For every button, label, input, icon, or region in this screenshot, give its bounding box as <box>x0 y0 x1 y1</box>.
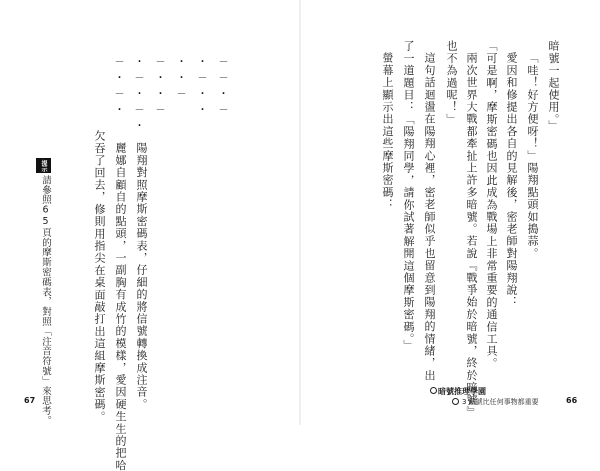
key-icon <box>452 398 459 405</box>
text-column: 兩次世界大戰都牽扯上許多暗號。若說『戰爭始於暗號，終於暗號』 <box>465 52 478 418</box>
morse-code-row: －・・－ <box>153 56 164 120</box>
morse-code-row: －・－・ <box>112 56 123 120</box>
morse-code-row: －－・－ <box>216 56 227 120</box>
page-number: 67 <box>24 396 36 405</box>
text-column: 也不為過呢！」 <box>445 40 458 126</box>
page-gutter <box>299 0 301 425</box>
chapter-title: 3 暗號比任何事物都重要 <box>462 398 539 406</box>
morse-code-row: ・－・・ <box>195 56 206 120</box>
text-column: 暗號一起使用。」 <box>547 40 560 133</box>
morse-code-row: ・・－ <box>174 56 185 104</box>
text-column: 這句話迴盪在陽翔心裡，密老師似乎也留意到陽翔的情緒，出 <box>423 52 436 382</box>
text-column: 螢幕上顯示出這些摩斯密碼： <box>381 52 394 211</box>
text-column: 「哇！好方便呀！」陽翔點頭如搗蒜。 <box>526 52 539 260</box>
gear-icon <box>430 387 437 394</box>
page-number: 66 <box>566 396 578 405</box>
text-column: 「可是啊，摩斯密碼也因此成為戰場上非常重要的通信工具。 <box>485 40 498 370</box>
hint-label: 提示 <box>36 158 51 173</box>
text-column: 了一道題目：「陽翔同學，請你試著解開這個摩斯密碼。」 <box>402 40 415 352</box>
hint-text: 請參照65頁的摩斯密碼表，對照「注音符號」來思考。 <box>40 175 51 426</box>
morse-code-row: ・－・－・ <box>132 56 143 136</box>
text-column: 麗娜自顧自的點頭，一副胸有成竹的模樣，愛因硬生生的把哈 <box>114 142 127 471</box>
text-column: 陽翔對照摩斯密碼表，仔細的將信號轉換成注音。 <box>135 142 148 411</box>
text-column: 愛因和修提出各自的見解後，密老師對陽翔說： <box>505 52 518 309</box>
text-column: 欠吞了回去，修則用指尖在桌面敲打出這組摩斯密碼。 <box>93 130 106 423</box>
series-title: 暗號推理學園 <box>438 387 486 396</box>
